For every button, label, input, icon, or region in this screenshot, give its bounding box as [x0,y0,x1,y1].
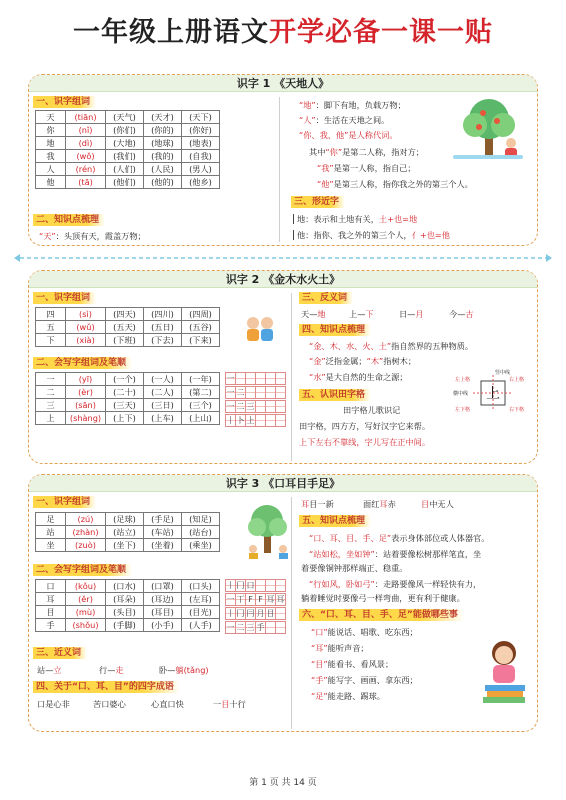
table-cell: (站台) [182,526,220,539]
table-cell: (rén) [66,163,106,176]
stroke-grid [225,386,285,399]
table-cell: (耳朵) [106,593,144,606]
lesson1-card [28,74,538,246]
stroke-grid [225,621,285,634]
idiom: 心直口快 [151,699,184,709]
table-row [36,321,220,334]
table-cell: 下 [36,334,66,347]
lesson1-similar-2: 他：指你、我之外的第三个人，亻+也=他 [293,230,450,240]
lesson1-note-1: “地”：脚下有地，负载万物； [299,100,406,110]
lesson2-write-table [35,372,220,425]
tianzige-diagram [451,367,535,421]
table-cell: (天下) [182,111,220,124]
lesson2-note-1: “金、木、水、火、土”指自然界的五种物质。 [309,341,474,351]
stroke-cell: 冂 [236,609,245,618]
table-cell: (自我) [182,150,220,163]
stroke-cell: 丅 [236,595,245,604]
table-cell: (zhàn) [66,526,106,539]
table-cell: (人手) [182,619,220,632]
table-cell: 人 [36,163,66,176]
lesson1-note-4: 其中“你”是第二人称，指对方； [309,147,424,157]
idiom: 一目十行 [213,699,246,709]
tree-kids-illustration [245,503,291,559]
lesson2-grid-1: 田字格儿歌识记 [343,405,401,415]
stroke-grid [225,579,285,592]
lesson1-section-words: 一、识字组词 [33,96,96,108]
lesson2-section-antonym: 三、反义词 [299,292,353,304]
diagram-vline: 竖中线 [495,370,511,376]
lesson3-section-words: 一、识字组词 [33,496,96,508]
table-cell: (你的) [144,124,182,137]
stroke-grid [225,607,285,620]
idiom: 苦口婆心 [93,699,126,709]
lesson3-section-strokes: 二、会写字组词及笔顺 [33,564,132,576]
table-cell: (左耳) [182,593,220,606]
table-cell: (地表) [182,137,220,150]
table-cell: (五谷) [182,321,220,334]
antonym-pair: 今—古 [449,309,474,319]
table-cell: (口头) [182,580,220,593]
table-cell: 手 [36,619,66,632]
table-cell: (第二) [182,386,220,399]
stroke-cell: 一 [226,388,235,397]
table-cell: (你好) [182,124,220,137]
idiom: 口是心非 [37,699,70,709]
table-cell: (èr) [66,386,106,399]
empty-cell [275,400,286,413]
diagram-br: 右下格 [509,407,525,413]
near-word-pair: 行—走 [99,665,124,675]
stroke-cell: 一 [226,595,235,604]
diagram-tl: 左上格 [455,377,471,383]
stroke-cell: 口 [246,581,255,590]
lesson3-word-table [35,512,220,552]
table-cell: (目光) [182,606,220,619]
lesson1-note-2: “人”：生活在天地之间。 [299,115,390,125]
lesson1-section-knowledge: 二、知识点梳理 [33,214,105,226]
empty-cell [275,386,286,399]
table-cell: 四 [36,308,66,321]
table-row [36,334,220,347]
divider [279,97,280,242]
table-cell: (手脚) [106,619,144,632]
antonym-pair: 天—地 [301,309,326,319]
lesson2-section-grid: 五、认识田字格 [299,389,371,401]
stroke-cell: 冃 [246,609,255,618]
divider [291,497,292,729]
lesson1-word-table [35,110,220,189]
lesson3-note-1: “口、耳、目、手、足”表示身体部位或人体器官。 [309,533,490,543]
table-cell: (他的) [144,176,182,189]
table-cell: (wǒ) [66,150,106,163]
table-cell: (头目) [106,606,144,619]
table-row [36,386,220,399]
table-cell: (站立) [106,526,144,539]
lesson3-note-3: “行如风，卧如弓”：走路要像风一样轻快有力， [309,579,482,589]
list-item: “手”能写字、画画、拿东西； [311,675,418,685]
table-cell: (人们) [106,163,144,176]
table-row [36,580,220,593]
stroke-cell: 二 [236,388,245,397]
stroke-cell: 耳 [266,595,275,604]
table-cell: (人民) [144,163,182,176]
table-cell: (男人) [182,163,220,176]
table-cell: (手足) [144,513,182,526]
table-cell: (yī) [66,373,106,386]
table-cell: 天 [36,111,66,124]
idiom: 目中无人 [421,499,454,509]
table-cell: (上下) [106,412,144,425]
lesson1-title: 识字 1 《天地人》 [29,75,537,92]
stroke-grid [225,414,285,427]
stroke-cell: F [245,593,256,606]
empty-cell [275,414,286,427]
lesson2-note-2: “金”泛指金属；“木”指树木； [309,356,417,366]
table-cell: (kǒu) [66,580,106,593]
lesson2-grid-2: 田字格，四方方，写好汉字它来帮。 [299,421,431,431]
lesson3-section-near: 三、近义词 [33,647,87,659]
table-row [36,137,220,150]
table-cell: (四周) [182,308,220,321]
table-cell: (口水) [106,580,144,593]
table-row [36,593,220,606]
stroke-cell: 手 [256,623,265,632]
table-cell: 五 [36,321,66,334]
table-cell: 口 [36,580,66,593]
table-cell: (sān) [66,399,106,412]
table-row [36,373,220,386]
lesson2-section-words: 一、识字组词 [33,292,96,304]
table-cell: (坐着) [144,539,182,552]
table-cell: (zuò) [66,539,106,552]
lesson2-grid-3: 上下左右不靠线，字儿写在正中间。 [299,437,431,447]
table-cell: 足 [36,513,66,526]
divider [291,293,292,461]
table-cell: (耳目) [144,606,182,619]
table-cell: (下班) [106,334,144,347]
kids-illustration [241,309,277,345]
lesson3-note-3b: 躺着睡觉时要像弓一样弯曲，更有利于健康。 [301,593,465,603]
table-cell: (他乡) [182,176,220,189]
table-cell: (你们) [106,124,144,137]
stroke-cell: 二 [236,623,245,632]
table-cell: (三天) [106,399,144,412]
table-cell: (一个) [106,373,144,386]
near-word-pair: 卧—躺(tǎng) [159,665,209,675]
lesson2-section-strokes: 二、会写字组词及笔顺 [33,357,132,369]
table-cell: (二人) [144,386,182,399]
lesson3-write-table [35,579,220,632]
idiom: 耳目一新 [301,499,334,509]
lesson1-similar-1: 地：表示和土地有关，土+也=地 [293,214,417,224]
stroke-cell: 丨 [226,416,235,425]
table-cell: (四天) [106,308,144,321]
table-cell: (mù) [66,606,106,619]
stroke-cell: 上 [246,416,255,425]
empty-cell [275,607,286,620]
stroke-cell: 二 [236,402,245,411]
stroke-cell: 一 [226,623,235,632]
table-row [36,176,220,189]
table-cell: 二 [36,386,66,399]
lesson2-title: 识字 2 《金木水火土》 [29,271,537,288]
table-cell: (shǒu) [66,619,106,632]
table-cell: 站 [36,526,66,539]
table-row [36,412,220,425]
lesson1-knowledge-line: “天”：头顶有天，霞盖万物； [39,231,146,241]
page-title: 一年级上册语文开学必备一课一贴 [73,17,493,48]
table-row [36,399,220,412]
table-cell: (天气) [106,111,144,124]
list-item: “耳”能听声音； [311,643,369,653]
table-cell: 一 [36,373,66,386]
table-cell: (坐下) [106,539,144,552]
lesson3-section-can: 六、“口、耳、目、手、足”能做哪些事 [299,609,464,621]
lesson1-section-similar: 三、形近字 [291,196,345,208]
table-cell: 我 [36,150,66,163]
table-cell: 坐 [36,539,66,552]
table-cell: (乘坐) [182,539,220,552]
diagram-tr: 右上格 [509,377,525,383]
tree-girl-illustration [449,95,527,161]
table-row [36,150,220,163]
table-cell: (我的) [144,150,182,163]
lesson3-note-2b: 着要像铜钟那样端正、稳重。 [301,563,408,573]
table-cell: (五日) [144,321,182,334]
table-cell: (xià) [66,334,106,347]
table-cell: (三日) [144,399,182,412]
section-separator [0,254,566,262]
lesson2-card [28,270,538,464]
stroke-grid [225,400,285,413]
table-row [36,163,220,176]
table-cell: (sì) [66,308,106,321]
stroke-cell: 一 [226,374,235,383]
table-cell: (上车) [144,412,182,425]
table-cell: (ěr) [66,593,106,606]
stroke-cell: 一 [226,402,235,411]
table-cell: (大地) [106,137,144,150]
lesson1-note-5: “我”是第一人称，指自己； [317,163,416,173]
table-cell: (一人) [144,373,182,386]
table-row [36,308,220,321]
stroke-cell: 三 [246,623,255,632]
antonym-pair: 日—月 [399,309,424,319]
stroke-cell: 耳 [276,595,285,604]
table-cell: 地 [36,137,66,150]
table-cell: (五天) [106,321,144,334]
lesson1-note-3: “你、我、他”是人称代词。 [299,130,398,140]
table-cell: (我们) [106,150,144,163]
antonym-pair: 上—下 [349,309,374,319]
diagram-char: 上 [486,386,500,402]
table-cell: (下来) [182,334,220,347]
table-cell: 你 [36,124,66,137]
table-cell: (他们) [106,176,144,189]
near-word-pair: 站—立 [37,665,62,675]
stroke-grid [225,593,285,606]
table-row [36,111,220,124]
diagram-bl: 左下格 [455,407,471,413]
table-cell: (tiān) [66,111,106,124]
empty-cell [275,579,286,592]
table-row [36,619,220,632]
lesson2-note-3: “水”是大自然的生命之源； [309,372,408,382]
table-cell: (wǔ) [66,321,106,334]
stroke-cell: 冂 [236,581,245,590]
table-cell: (shàng) [66,412,106,425]
lesson1-note-6: “他”是第三人称，指你我之外的第三个人。 [317,179,473,189]
table-cell: (天才) [144,111,182,124]
table-row [36,539,220,552]
table-cell: 目 [36,606,66,619]
table-cell: 耳 [36,593,66,606]
table-cell: (tā) [66,176,106,189]
table-row [36,124,220,137]
table-row [36,606,220,619]
idiom: 面红耳赤 [363,499,396,509]
table-cell: (知足) [182,513,220,526]
lesson3-title: 识字 3 《口耳目手足》 [29,475,537,492]
girl-books-illustration [477,635,531,705]
stroke-cell: 月 [256,609,265,618]
table-cell: (车站) [144,526,182,539]
table-row [36,526,220,539]
stroke-cell: 目 [266,609,275,618]
table-cell: (nǐ) [66,124,106,137]
table-cell: (地球) [144,137,182,150]
list-item: “口”能说话、唱歌、吃东西； [311,627,418,637]
diagram-hline: 横中线 [453,391,469,397]
empty-cell [275,372,286,385]
table-cell: (dì) [66,137,106,150]
table-cell: (二十) [106,386,144,399]
table-cell: (zú) [66,513,106,526]
lesson3-card [28,474,538,732]
stroke-cell: 丨 [226,609,235,618]
stroke-grid [225,372,285,385]
table-cell: (三个) [182,399,220,412]
table-cell: (四川) [144,308,182,321]
table-row [36,513,220,526]
lesson3-note-2: “站如松，坐如钟”：站着要像松树那样笔直，坐 [309,549,482,559]
table-cell: (口罩) [144,580,182,593]
lesson2-word-table [35,307,220,347]
stroke-cell: F [255,593,266,606]
table-cell: 三 [36,399,66,412]
table-cell: (足球) [106,513,144,526]
lesson3-section-idiom: 四、关于“口、耳、目”的四字成语 [33,681,180,693]
lesson2-section-knowledge: 四、知识点梳理 [299,324,371,336]
list-item: “足”能走路、踢球。 [311,691,385,701]
table-cell: (上山) [182,412,220,425]
page-footer: 第 1 页 共 14 页 [249,778,317,788]
table-cell: 上 [36,412,66,425]
empty-cell [275,621,286,634]
table-cell: (小手) [144,619,182,632]
table-cell: (一年) [182,373,220,386]
stroke-cell: 卜 [236,416,245,425]
list-item: “目”能看书、看风景； [311,659,394,669]
lesson3-section-knowledge: 五、知识点梳理 [299,515,371,527]
table-cell: 他 [36,176,66,189]
stroke-cell: 丨 [226,581,235,590]
stroke-cell: 三 [246,402,255,411]
table-cell: (下去) [144,334,182,347]
table-cell: (耳边) [144,593,182,606]
